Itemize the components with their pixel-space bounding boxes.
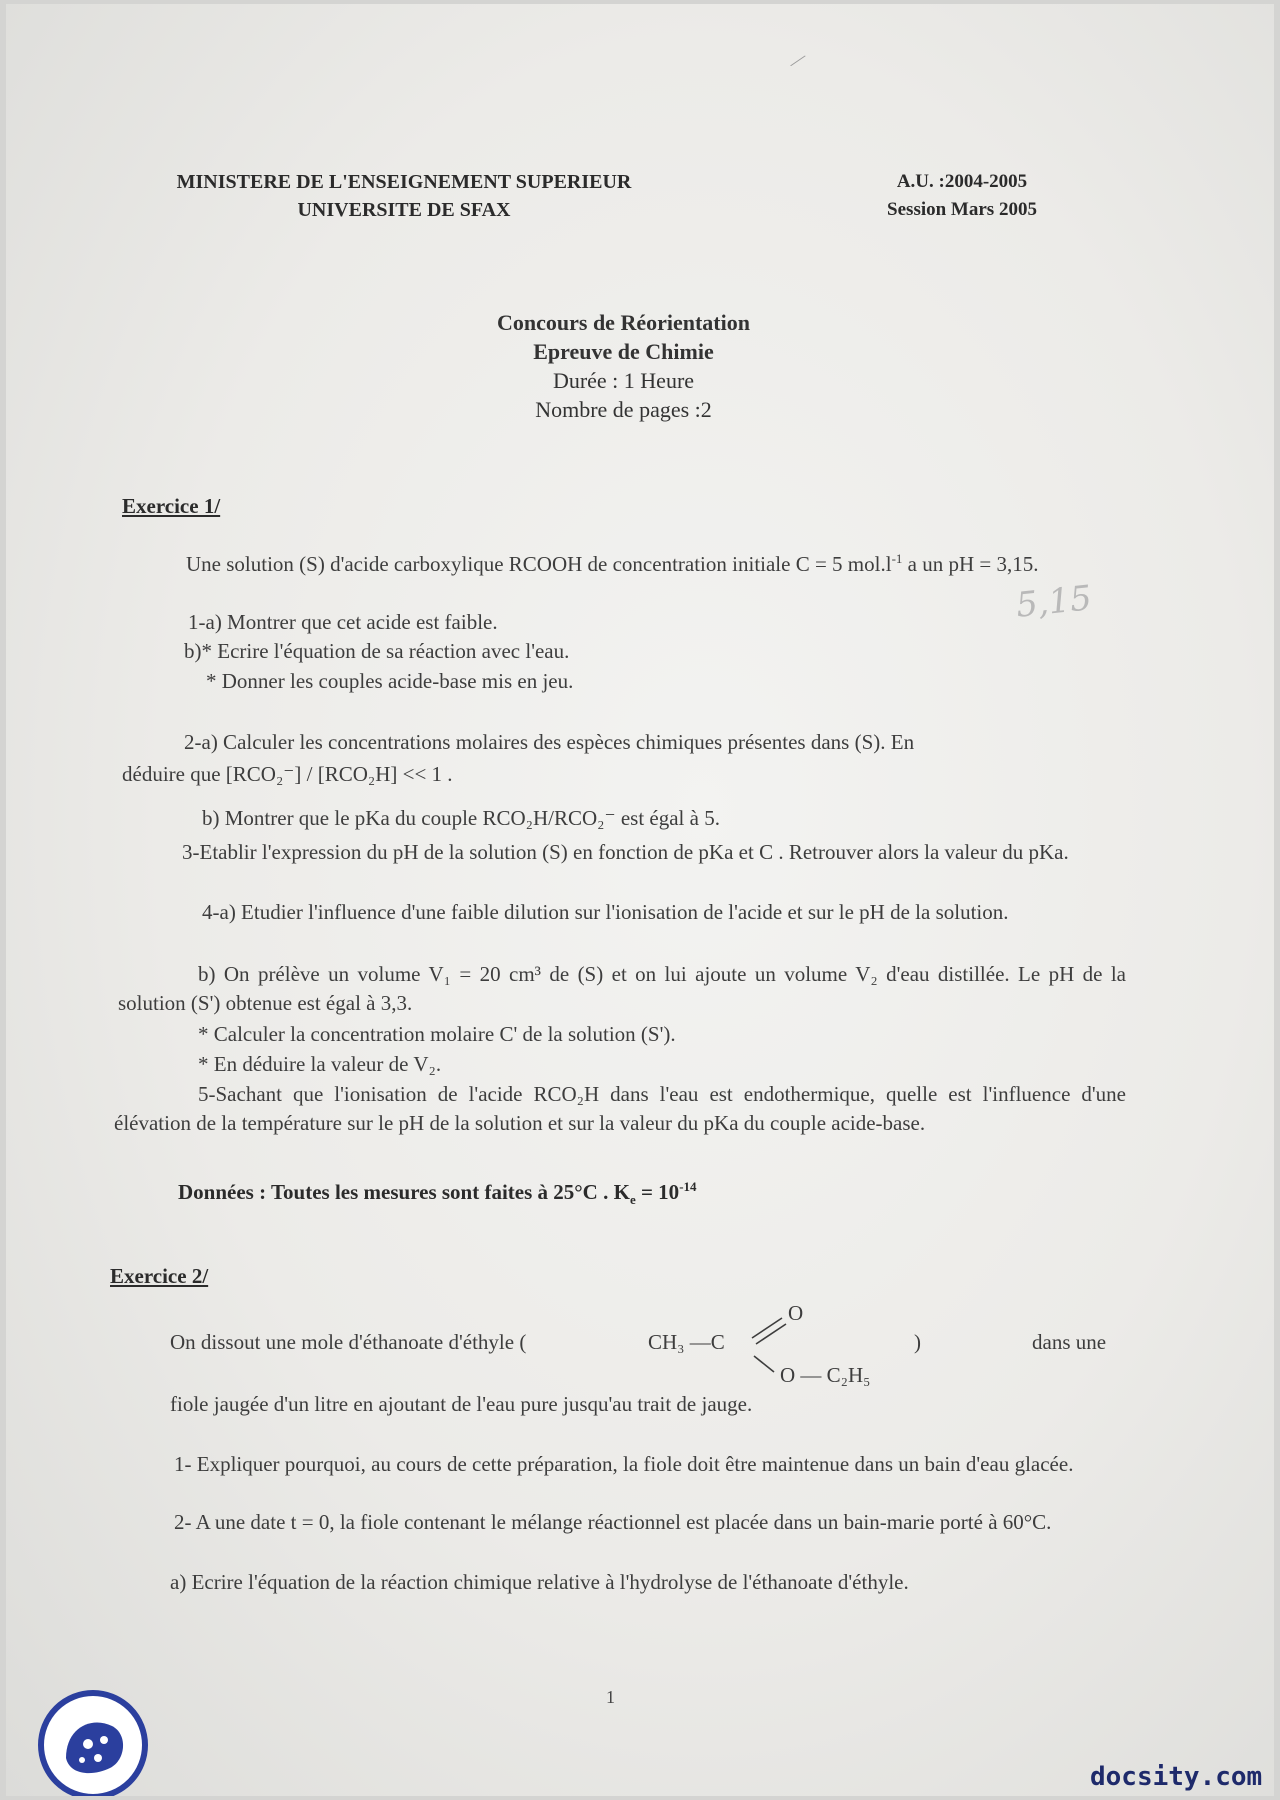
question-2a-line1: 2-a) Calculer les concentrations molaires des espèces chimiques présentes dans (S). En bbox=[184, 730, 915, 754]
question-1b-bullet: * Donner les couples acide-base mis en jeu. bbox=[206, 669, 574, 693]
formula-close-paren: ) bbox=[914, 1330, 921, 1354]
ministry-header bbox=[124, 168, 684, 224]
page-number: 1 bbox=[606, 1687, 615, 1707]
data-text-b: = 10 bbox=[635, 1180, 680, 1204]
document-page bbox=[6, 4, 1274, 1796]
question-4a: 4-a) Etudier l'influence d'une faible dilution sur l'ionisation de l'acide et sur le pH de la solution. bbox=[202, 900, 1009, 924]
logo-dot-1 bbox=[83, 1739, 93, 1749]
exercise2-intro-line2: fiole jaugée d'un litre en ajoutant de l'eau pure jusqu'au trait de jauge. bbox=[170, 1392, 753, 1416]
formula-svg bbox=[646, 1300, 936, 1390]
academic-year: A.U. :2004-2005 bbox=[896, 171, 1028, 192]
ethyl-ethanoate-formula bbox=[646, 1300, 936, 1390]
exercise1-data bbox=[178, 1172, 697, 1214]
data-sub: e bbox=[629, 1192, 636, 1208]
question-4b: b) On prélève un volume V₁ = 20 cm³ de (S) et on lui ajoute un volume V₂ d'eau distillée. Le pH de la solution (S') obtenue est égal à 3,3. bbox=[118, 962, 1126, 1015]
formula-left: CH₃ —C bbox=[648, 1330, 725, 1354]
formula-o-top: O bbox=[788, 1301, 804, 1325]
exercise1-intro bbox=[114, 544, 1124, 579]
exercise2-intro-a: On dissout une mole d'éthanoate d'éthyle ( bbox=[170, 1330, 527, 1354]
ministry-line: MINISTERE DE L'ENSEIGNEMENT SUPERIEUR bbox=[176, 171, 632, 193]
exam-duration: Durée : 1 Heure bbox=[552, 368, 695, 393]
university-line: UNIVERSITE DE SFAX bbox=[297, 199, 511, 221]
exercise2-question-2: 2- A une date t = 0, la fiole contenant le mélange réactionnel est placée dans un bain-marie porté à 60°C. bbox=[174, 1510, 1052, 1534]
session-header bbox=[852, 168, 1072, 224]
exercise1-heading: Exercice 1/ bbox=[122, 494, 221, 518]
question-1a: 1-a) Montrer que cet acide est faible. bbox=[188, 610, 498, 634]
logo-dot-2 bbox=[100, 1736, 108, 1744]
pen-mark: ∕ bbox=[792, 48, 805, 73]
exercise1-intro-sup: -1 bbox=[891, 551, 903, 566]
handwritten-note: 5,15 bbox=[1014, 578, 1094, 626]
question-4b-bullet1: * Calculer la concentration molaire C' de la solution (S'). bbox=[198, 1022, 676, 1046]
exercise1-intro-a: Une solution (S) d'acide carboxylique RCOOH de concentration initiale C = 5 mol.l bbox=[186, 552, 892, 576]
exam-subject: Epreuve de Chimie bbox=[533, 339, 714, 364]
question-2b: b) Montrer que le pKa du couple RCO₂H/RCO₂⁻ est égal à 5. bbox=[202, 806, 720, 830]
data-sup: -14 bbox=[679, 1179, 697, 1194]
session-line: Session Mars 2005 bbox=[887, 199, 1037, 220]
question-4b-bullet2: * En déduire la valeur de V₂. bbox=[198, 1052, 442, 1076]
exam-title: Concours de Réorientation bbox=[497, 310, 750, 335]
logo-dot-3 bbox=[94, 1754, 102, 1762]
question-3: 3-Etablir l'expression du pH de la solution (S) en fonction de pKa et C . Retrouver alors la valeur du pKa. bbox=[182, 840, 1069, 864]
logo-dot-4 bbox=[79, 1757, 85, 1763]
exercise2-question-1: 1- Expliquer pourquoi, au cours de cette préparation, la fiole doit être maintenue dans un bain d'eau glacée. bbox=[174, 1452, 1074, 1476]
question-2a-line2: déduire que [RCO₂⁻] / [RCO₂H] << 1 . bbox=[122, 762, 453, 786]
question-1b: b)* Ecrire l'équation de sa réaction avec l'eau. bbox=[184, 639, 570, 663]
docsity-logo bbox=[36, 1688, 150, 1796]
question-5: 5-Sachant que l'ionisation de l'acide RCO₂H dans l'eau est endothermique, quelle est l'influence d'une élévation de la température sur le pH de la solution et sur la valeur du pKa du couple acide-base. bbox=[114, 1082, 1126, 1135]
exercise2-intro-c: dans une bbox=[1032, 1330, 1107, 1354]
exercise2-question-2a: a) Ecrire l'équation de la réaction chimique relative à l'hydrolyse de l'éthanoate d'éthyle. bbox=[170, 1570, 909, 1594]
data-text-a: Données : Toutes les mesures sont faites à 25°C . K bbox=[178, 1180, 630, 1204]
exercise2-heading: Exercice 2/ bbox=[110, 1264, 209, 1288]
double-bond-2 bbox=[756, 1324, 786, 1344]
docsity-watermark: docsity.com bbox=[1090, 1762, 1263, 1792]
exam-pages: Nombre de pages :2 bbox=[535, 397, 712, 422]
single-bond bbox=[754, 1356, 774, 1372]
exam-title-block bbox=[386, 308, 861, 424]
exercise1-intro-b: a un pH = 3,15. bbox=[902, 552, 1039, 576]
logo-svg bbox=[36, 1688, 150, 1796]
formula-o-bottom: O — C₂H₅ bbox=[780, 1363, 871, 1387]
double-bond-1 bbox=[752, 1318, 782, 1338]
